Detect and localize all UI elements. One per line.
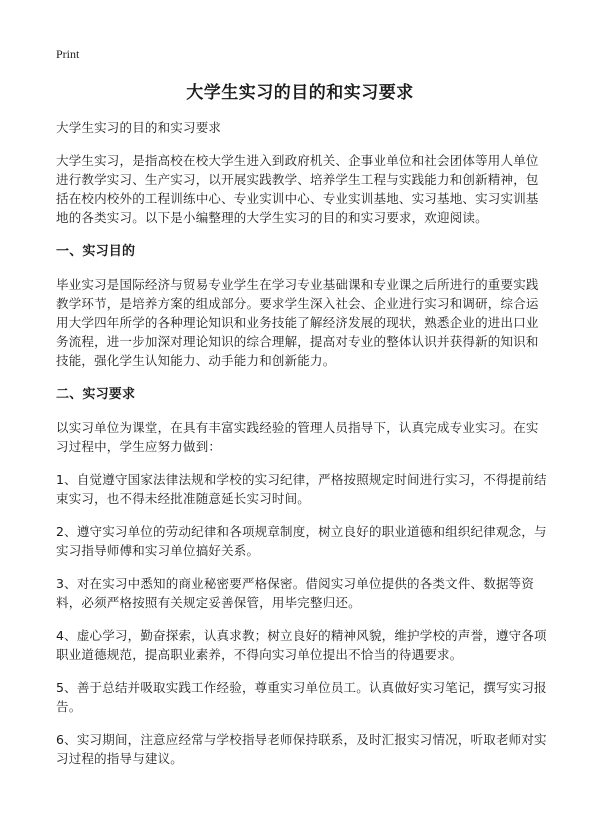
list-item: 1、自觉遵守国家法律法规和学校的实习纪律，严格按照规定时间进行实习，不得提前结束实习，也不得未经批准随意延长实习时间。 bbox=[56, 472, 547, 506]
list-item: 5、善于总结并吸取实践工作经验，尊重实习单位员工。认真做好实习笔记，撰写实习报告。 bbox=[56, 680, 547, 714]
page-title: 大学生实习的目的和实习要求 bbox=[186, 83, 414, 103]
print-link[interactable]: Print bbox=[56, 47, 80, 61]
section-heading-purpose: 一、实习目的 bbox=[56, 244, 136, 259]
list-item: 4、虚心学习，勤奋探索，认真求教；树立良好的精神风貌，维护学校的声誉，遵守各项职业道德规范，提高职业素养，不得向实习单位提出不恰当的待遇要求。 bbox=[56, 628, 547, 662]
section-heading-requirements: 二、实习要求 bbox=[56, 387, 136, 402]
purpose-paragraph: 毕业实习是国际经济与贸易专业学生在学习专业基础课和专业课之后所进行的重要实践教学环节，是培养方案的组成部分。要求学生深入社会、企业进行实习和调研，综合运用大学四年所学的各种理论知识和业务技能了解经济发展的现状，熟悉企业的进出口业务流程，进一步加深对理论知识的综合理解，提高对专业的整体认识并获得新的知识和技能，强化学生认知能力、动手能力和创新能力。 bbox=[56, 277, 539, 368]
requirements-intro: 以实习单位为课堂，在具有丰富实践经验的管理人员指导下，认真完成专业实习。在实习过程中，学生应努力做到： bbox=[56, 420, 539, 454]
list-item: 6、实习期间，注意应经常与学校指导老师保持联系，及时汇报实习情况，听取老师对实习过程的指导与建议。 bbox=[56, 732, 547, 766]
list-item: 2、遵守实习单位的劳动纪律和各项规章制度，树立良好的职业道德和组织纪律观念，与实习指导师傅和实习单位搞好关系。 bbox=[56, 524, 547, 558]
intro-paragraph: 大学生实习，是指高校在校大学生进入到政府机关、企事业单位和社会团体等用人单位进行教学实习、生产实习，以开展实践教学、培养学生工程与实践能力和创新精神，包括在校内校外的工程训练中心、专业实训中心、专业实训基地、实习基地、实习实训基地的各类实习。以下是小编整理的大学生实习的目的和实习要求，欢迎阅读。 bbox=[56, 153, 539, 225]
list-item: 3、对在实习中悉知的商业秘密要严格保密。借阅实习单位提供的各类文件、数据等资料，必须严格按照有关规定妥善保管，用毕完整归还。 bbox=[56, 576, 535, 610]
article-subtitle: 大学生实习的目的和实习要求 bbox=[56, 120, 222, 135]
article-body bbox=[56, 118, 548, 782]
